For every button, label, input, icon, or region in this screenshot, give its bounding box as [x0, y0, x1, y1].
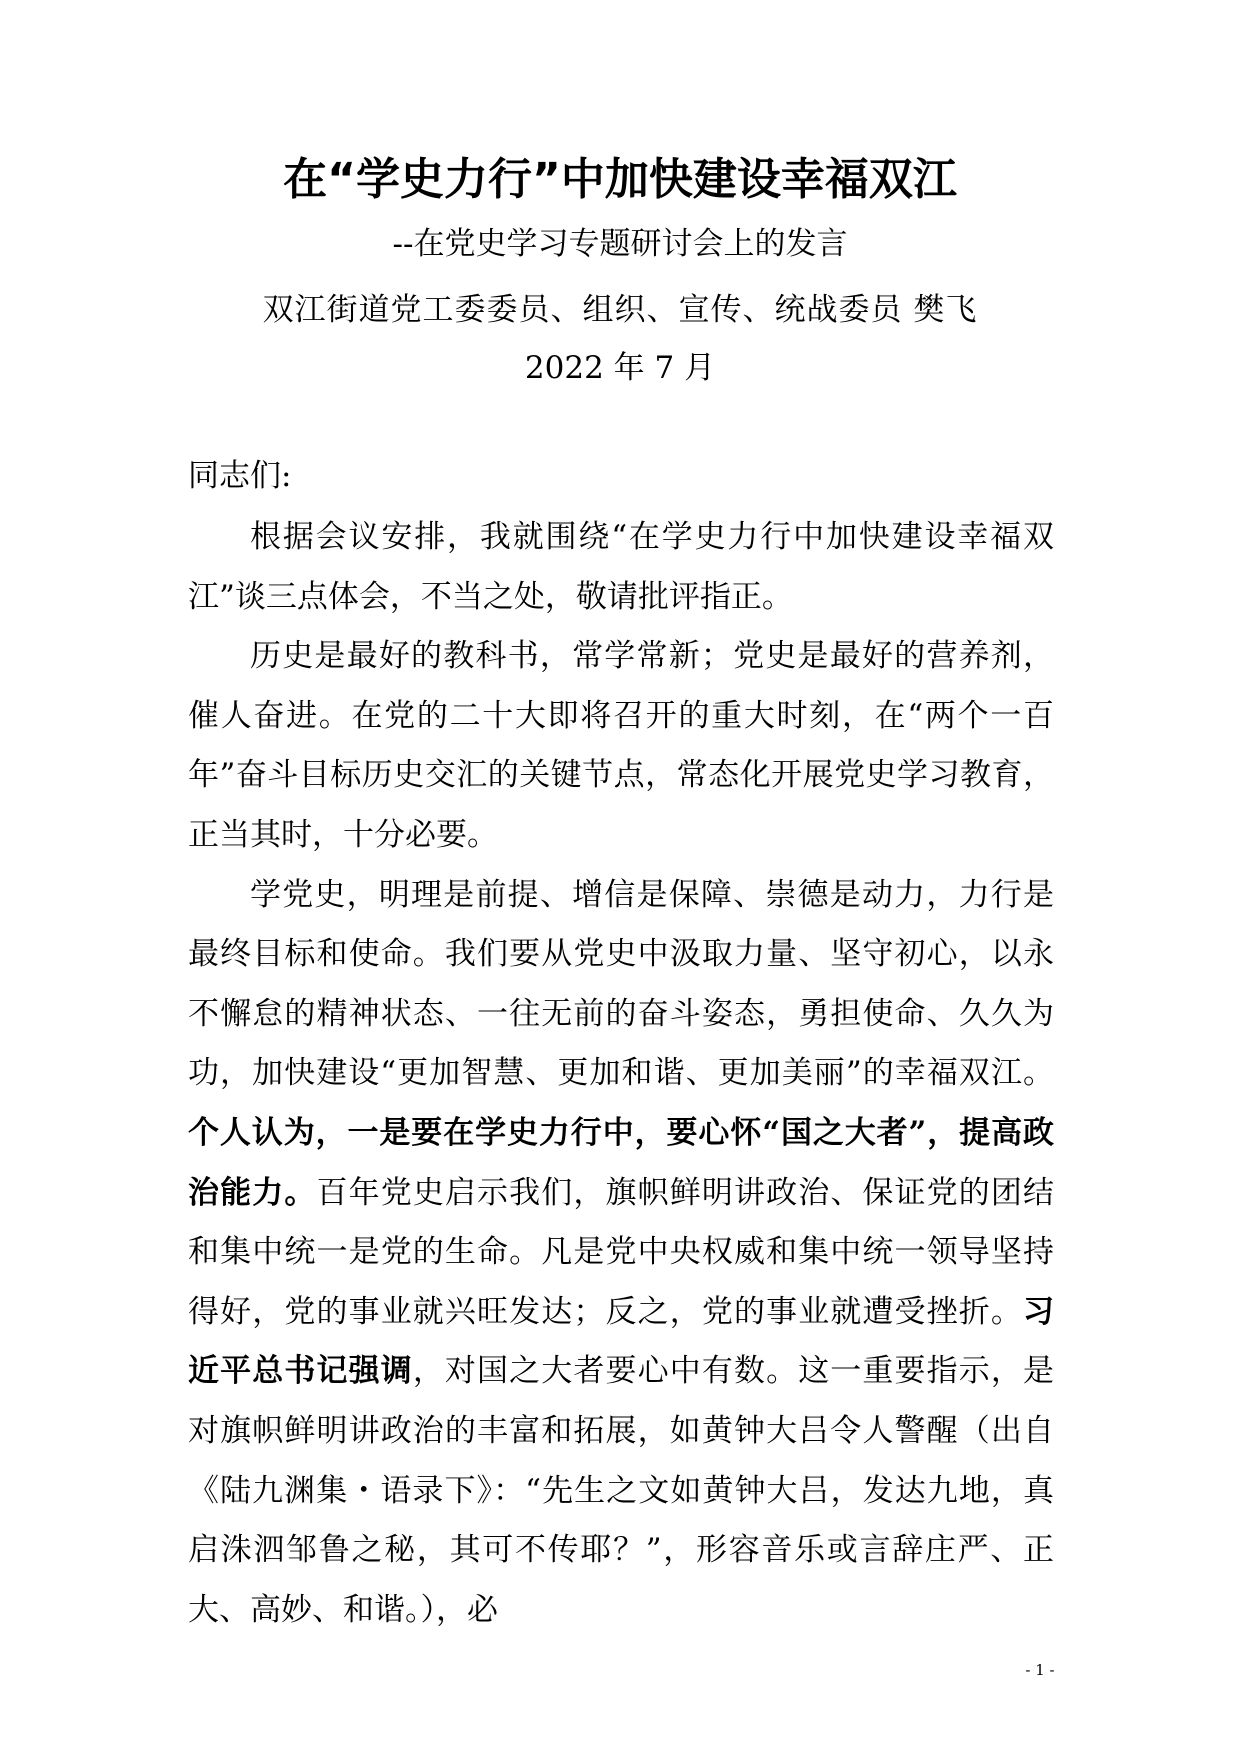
document-author: 双江街道党工委委员、组织、宣传、统战委员 樊飞 [262, 292, 978, 328]
salutation: 同志们: [188, 458, 292, 494]
paragraph-3-text-1: 学党史，明理是前提、增信是保障、崇德是动力，力行是最终目标和使命。我们要从党史中汲取力量、坚守初心，以永不懈怠的精神状态、一往无前的奋斗姿态，勇担使命、久久为功，加快建设“更加智慧、更加和谐、更加美丽”的幸福双江。 [188, 876, 1054, 1092]
document-date: 2022 年 7 月 [524, 350, 716, 386]
page-number: - 1 - [1025, 1661, 1055, 1679]
document-subtitle: --在党史学习专题研讨会上的发言 [392, 226, 848, 262]
paragraph-1: 根据会议安排，我就围绕“在学史力行中加快建设幸福双江”谈三点体会，不当之处，敬请批评指正。 [188, 519, 1054, 615]
document-body [188, 508, 1054, 1640]
document-title: 在“学史力行”中加快建设幸福双江 [283, 154, 957, 205]
paragraph-3 [188, 866, 1054, 1641]
paragraph-2: 历史是最好的教科书，常学常新；党史是最好的营养剂，催人奋进。在党的二十大即将召开的重大时刻，在“两个一百年”奋斗目标历史交汇的关键节点，常态化开展党史学习教育，正当其时，十分必要。 [188, 638, 1054, 853]
paragraph-3-bold-1: 个人认为，一是要在学史力行中，要心怀“国之大者”，提高政治能力。 [188, 1114, 1054, 1211]
paragraph-3-text-2: 百年党史启示我们，旗帜鲜明讲政治、保证党的团结和集中统一是党的生命。凡是党中央权威和集中统一领导坚持得好，党的事业就兴旺发达；反之，党的事业就遭受挫折。 [188, 1174, 1055, 1330]
paragraph-3-text-3: ，对国之大者要心中有数。这一重要指示，是对旗帜鲜明讲政治的丰富和拓展，如黄钟大吕令人警醒（出自《陆九渊集・语录下》：“先生之文如黄钟大吕，发达九地，真启洙泗邹鲁之秘，其可不传耶？”，形容音乐或言辞庄严、正大、高妙、和谐。），必 [188, 1353, 1055, 1628]
paragraph-3-bold-2: 习近平总书记强调 [188, 1293, 1054, 1390]
